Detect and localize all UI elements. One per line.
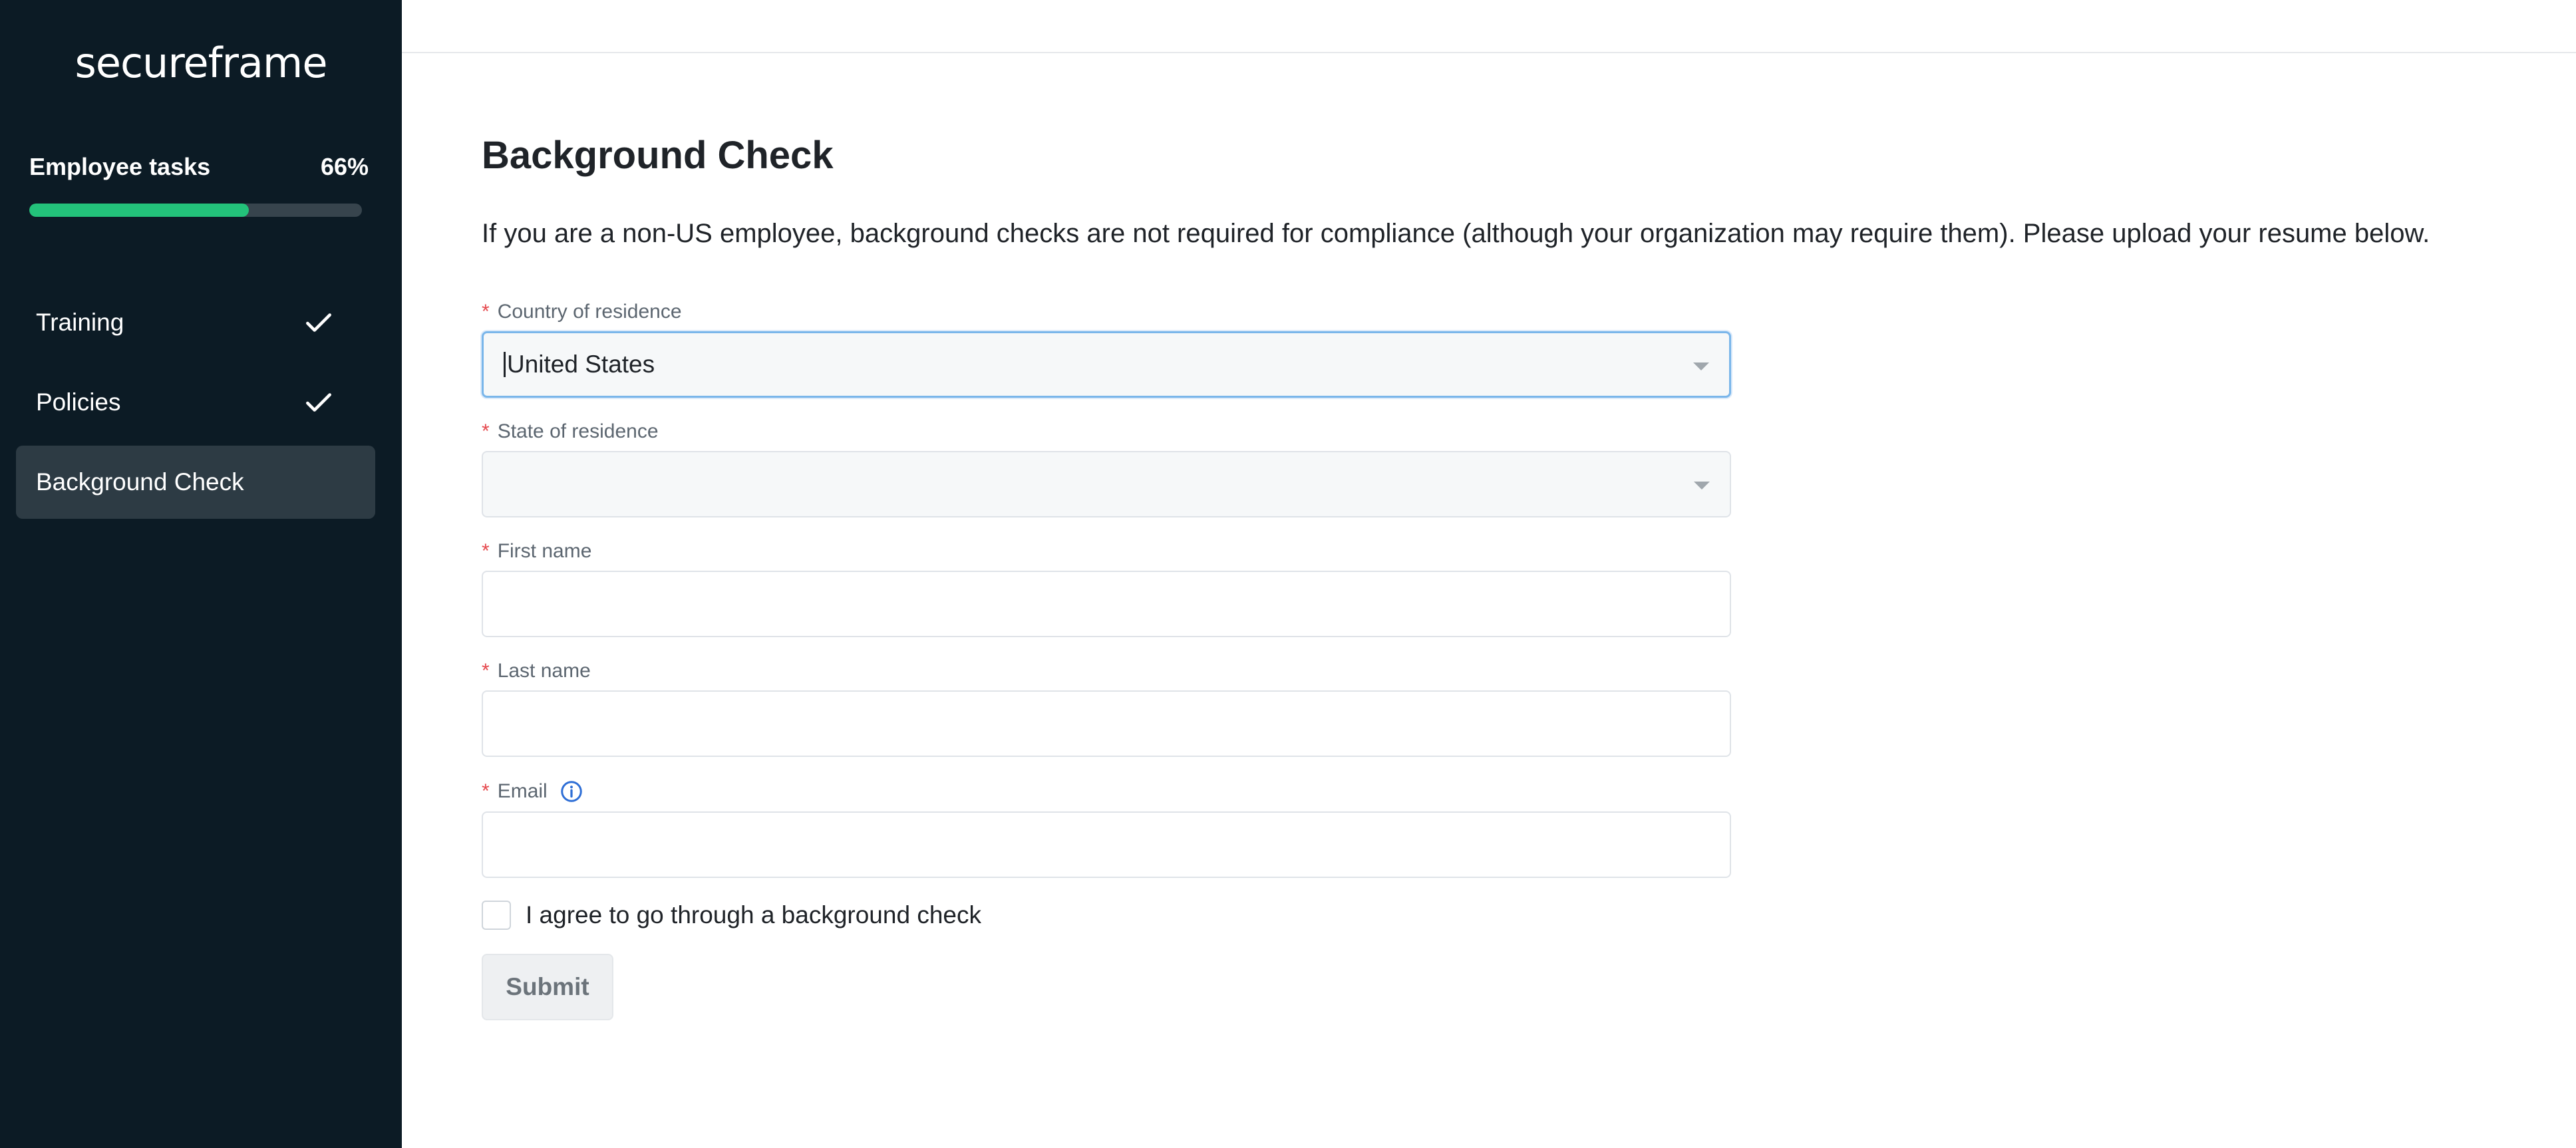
country-field-group bbox=[482, 301, 1731, 398]
employee-tasks-percent: 66% bbox=[320, 153, 369, 180]
required-asterisk: * bbox=[482, 780, 490, 802]
employee-tasks-title: Employee tasks bbox=[29, 153, 211, 180]
last-name-input-wrapper bbox=[482, 690, 1731, 757]
required-asterisk: * bbox=[482, 420, 490, 442]
required-asterisk: * bbox=[482, 660, 490, 682]
email-label-text: Email bbox=[497, 780, 548, 802]
last-name-input[interactable] bbox=[503, 710, 1710, 738]
secureframe-logo[interactable]: secureframe bbox=[75, 39, 327, 87]
top-bar bbox=[402, 0, 2576, 53]
sidebar-item-label: Background Check bbox=[36, 468, 244, 496]
first-name-input-wrapper bbox=[482, 571, 1731, 637]
email-input[interactable] bbox=[503, 831, 1710, 859]
country-select-value: United States bbox=[507, 351, 655, 378]
state-label bbox=[482, 420, 1731, 443]
sidebar-item-background-check[interactable] bbox=[16, 446, 375, 519]
required-asterisk: * bbox=[482, 301, 490, 323]
employee-tasks-progress-fill bbox=[29, 204, 249, 217]
sidebar-item-policies[interactable] bbox=[16, 366, 375, 439]
last-name-field-group bbox=[482, 660, 1731, 757]
background-check-form bbox=[482, 301, 1731, 1020]
first-name-field-group bbox=[482, 540, 1731, 637]
employee-tasks-header bbox=[29, 153, 369, 181]
email-label bbox=[482, 780, 1731, 803]
agree-checkbox-row[interactable] bbox=[482, 901, 1731, 930]
state-label-text: State of residence bbox=[497, 420, 659, 442]
email-field-group bbox=[482, 780, 1731, 878]
chevron-down-icon[interactable] bbox=[1694, 482, 1710, 490]
country-label bbox=[482, 301, 1731, 323]
country-label-text: Country of residence bbox=[497, 301, 682, 323]
page-title: Background Check bbox=[482, 134, 834, 177]
main-content bbox=[402, 0, 2576, 1148]
employee-tasks-progress-bar bbox=[29, 204, 362, 217]
background-check-page bbox=[482, 133, 2544, 1020]
state-field-group bbox=[482, 420, 1731, 517]
agree-checkbox[interactable] bbox=[482, 901, 511, 930]
info-icon[interactable] bbox=[560, 780, 583, 803]
state-select[interactable] bbox=[482, 451, 1731, 517]
text-cursor bbox=[504, 352, 506, 377]
first-name-input[interactable] bbox=[503, 590, 1710, 618]
sidebar-item-label: Training bbox=[36, 309, 124, 336]
sidebar bbox=[0, 0, 402, 1148]
checkmark-icon bbox=[302, 386, 335, 419]
submit-button[interactable]: Submit bbox=[482, 954, 613, 1020]
chevron-down-icon[interactable] bbox=[1693, 362, 1709, 370]
sidebar-item-training[interactable] bbox=[16, 286, 375, 359]
last-name-label-text: Last name bbox=[497, 660, 591, 682]
email-input-wrapper bbox=[482, 811, 1731, 878]
last-name-label bbox=[482, 660, 1731, 682]
intro-text: If you are a non-US employee, background checks are not required for compliance (although your organization may require them). Please upload your resume below. bbox=[482, 219, 2430, 248]
country-select[interactable] bbox=[482, 331, 1731, 398]
sidebar-item-label: Policies bbox=[36, 388, 121, 416]
required-asterisk: * bbox=[482, 540, 490, 562]
checkmark-icon bbox=[302, 306, 335, 339]
agree-checkbox-label[interactable]: I agree to go through a background check bbox=[526, 901, 981, 929]
first-name-label-text: First name bbox=[497, 540, 592, 562]
first-name-label bbox=[482, 540, 1731, 563]
sidebar-nav bbox=[16, 286, 375, 525]
